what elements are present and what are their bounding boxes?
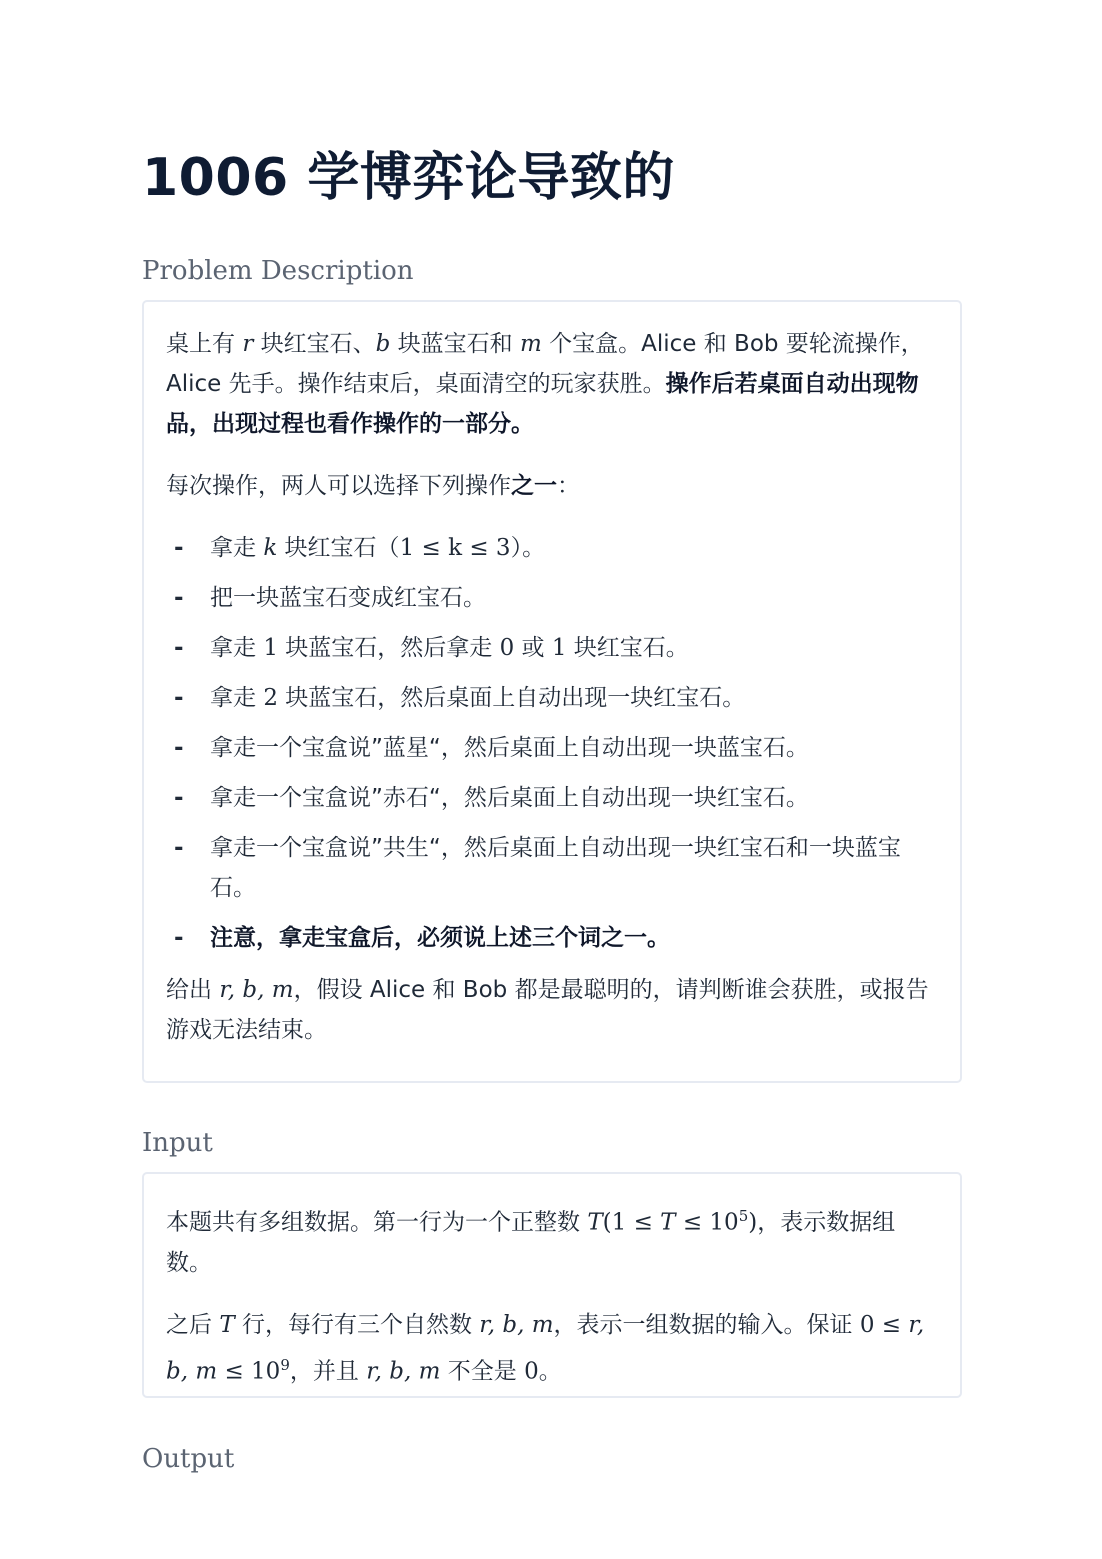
operation-item-6 — [166, 778, 938, 818]
description-heading: Problem Description — [142, 256, 414, 286]
text: 。 — [538, 1358, 562, 1385]
num: 1 — [551, 635, 567, 661]
text: 拿走 — [210, 635, 264, 661]
operation-item-8 — [166, 918, 938, 958]
num: 0 — [524, 1358, 539, 1385]
vars-rbm: r, b, m — [219, 977, 294, 1003]
math: ≤ 10 — [217, 1358, 281, 1385]
text: 块蓝宝石，然后桌面上自动出现一块红宝石。 — [277, 685, 746, 711]
description-paragraph-2 — [166, 466, 938, 506]
var-b: b — [375, 331, 391, 357]
text: 拿走一个宝盒说”蓝星“，然后桌面上自动出现一块蓝宝石。 — [210, 735, 809, 761]
bullet: - — [174, 685, 184, 711]
text: 拿走一个宝盒说”赤石“，然后桌面上自动出现一块红宝石。 — [210, 785, 809, 811]
var-k: k — [263, 535, 278, 561]
text: 之后 — [166, 1311, 220, 1338]
text: 块蓝宝石，然后拿走 — [277, 635, 500, 661]
var-T: T — [219, 1311, 235, 1338]
text: 块红宝石。 — [566, 635, 689, 661]
math: 1 ≤ — [611, 1209, 661, 1236]
math: ≤ 10 — [675, 1209, 739, 1236]
description-paragraph-3 — [166, 970, 938, 1050]
math: 0 ≤ — [859, 1311, 909, 1338]
text: 桌上有 — [166, 331, 243, 357]
text: 本题共有多组数据。第一行为一个正整数 — [166, 1209, 588, 1236]
input-paragraph-2 — [166, 1305, 938, 1392]
text: 拿走 — [210, 535, 264, 561]
bullet: - — [174, 585, 184, 611]
num: 0 — [499, 635, 515, 661]
math-range: 1 ≤ k ≤ 3 — [399, 535, 511, 561]
paren: ) — [748, 1209, 758, 1236]
page-title: 1006 学博弈论导致的 — [142, 148, 675, 208]
text: 每次操作，两人可以选择下列操作 — [166, 473, 511, 499]
text: ）。 — [510, 535, 546, 561]
bullet: - — [174, 785, 184, 811]
var-T: T — [587, 1209, 603, 1236]
text: 把一块蓝宝石变成红宝石。 — [210, 585, 486, 611]
text: 拿走 — [210, 685, 264, 711]
input-heading: Input — [142, 1128, 213, 1158]
operation-item-1 — [166, 528, 938, 568]
text: 行，每行有三个自然数 — [234, 1311, 480, 1338]
input-paragraph-1 — [166, 1196, 938, 1283]
text: 块蓝宝石和 — [390, 331, 520, 357]
input-panel — [142, 1172, 962, 1398]
text: 或 — [514, 635, 552, 661]
vars-rbm: r, b, m — [166, 1311, 925, 1385]
text: ： — [557, 473, 580, 499]
num: 2 — [263, 685, 278, 711]
text: 不全是 — [440, 1358, 525, 1385]
text: 块红宝石（ — [277, 535, 400, 561]
var-r: r — [242, 331, 254, 357]
bullet: - — [174, 635, 184, 661]
text: ，表示一组数据的输入。保证 — [553, 1311, 860, 1338]
output-heading: Output — [142, 1444, 235, 1474]
text: 拿走一个宝盒说”共生“，然后桌面上自动出现一块红宝石和一块蓝宝石。 — [210, 835, 901, 901]
description-paragraph-1 — [166, 324, 938, 444]
var-T: T — [660, 1209, 676, 1236]
operation-item-5 — [166, 728, 938, 768]
bullet: - — [174, 835, 184, 861]
text: ，表示数据组数。 — [166, 1209, 896, 1276]
exponent: 9 — [280, 1355, 290, 1374]
bold-note: 操作后若桌面自动出现物品，出现过程也看作操作的一部分。 — [166, 371, 919, 437]
operation-item-4 — [166, 678, 938, 718]
text: 块红宝石、 — [253, 331, 376, 357]
bullet: - — [174, 925, 184, 951]
num: 1 — [263, 635, 278, 661]
vars-rbm: r, b, m — [479, 1311, 554, 1338]
bold-note: 注意，拿走宝盒后，必须说上述三个词之一。 — [210, 925, 670, 951]
text: 给出 — [166, 977, 220, 1003]
bullet: - — [174, 735, 184, 761]
text: 个宝盒。Alice 和 Bob 要轮流操作，Alice 先手。操作结束后，桌面清空的玩家获胜。 — [166, 331, 924, 397]
operation-list — [166, 528, 938, 958]
text: ，并且 — [289, 1358, 367, 1385]
description-panel — [142, 300, 962, 1083]
exponent: 5 — [738, 1207, 749, 1225]
vars-rbm: r, b, m — [366, 1358, 441, 1385]
bold-emphasis: 之一 — [511, 473, 557, 499]
paren: ( — [602, 1209, 612, 1236]
var-m: m — [519, 331, 542, 357]
operation-item-7 — [166, 828, 938, 908]
operation-item-3 — [166, 628, 938, 668]
text: ，假设 Alice 和 Bob 都是最聪明的，请判断谁会获胜，或报告游戏无法结束。 — [166, 977, 929, 1043]
operation-item-2 — [166, 578, 938, 618]
bullet: - — [174, 535, 184, 561]
